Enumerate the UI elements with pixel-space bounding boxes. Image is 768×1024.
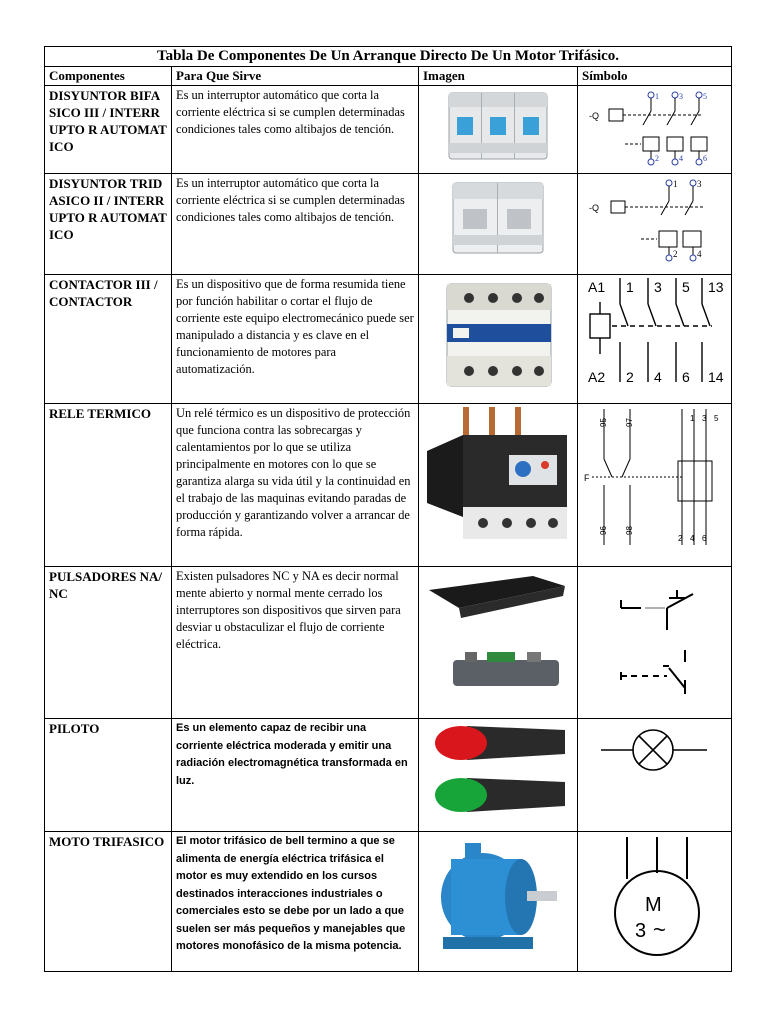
svg-text:4: 4 bbox=[678, 154, 683, 163]
svg-text:4: 4 bbox=[654, 369, 662, 385]
table-row bbox=[45, 404, 732, 567]
component-name: RELE TERMICO bbox=[45, 404, 172, 567]
header-components: Componentes bbox=[45, 67, 172, 86]
svg-text:14: 14 bbox=[708, 369, 724, 385]
svg-text:2: 2 bbox=[678, 534, 683, 543]
table-row bbox=[45, 719, 732, 832]
table-row bbox=[45, 86, 732, 174]
component-name: PULSADORES NA/NC bbox=[45, 567, 172, 719]
component-description: Existen pulsadores NC y NA es decir normal mente abierto y normal mente cerrado los interruptores son dispositivos que sirven para desviar u obstaculizar el flujo de corriente eléctrica. bbox=[172, 567, 419, 719]
svg-text:3: 3 bbox=[696, 179, 701, 189]
table-row bbox=[45, 832, 732, 972]
svg-text:3: 3 bbox=[634, 920, 646, 942]
component-name: DISYUNTOR TRIDASICO II / INTERRUPTO R AUTOMATICO bbox=[45, 174, 172, 275]
component-name: DISYUNTOR BIFASICO III / INTERRUPTO R AUTOMATICO bbox=[45, 86, 172, 174]
svg-text:1: 1 bbox=[654, 92, 659, 101]
pilot-lights-photo bbox=[419, 719, 578, 832]
svg-text:6: 6 bbox=[702, 534, 707, 543]
svg-text:3: 3 bbox=[678, 92, 683, 101]
svg-text:3: 3 bbox=[702, 414, 707, 423]
svg-text:2: 2 bbox=[672, 249, 677, 259]
table-row bbox=[45, 567, 732, 719]
table-title: Tabla De Componentes De Un Arranque Directo De Un Motor Trifásico. bbox=[45, 47, 732, 67]
component-description: Es un dispositivo que de forma resumida tiene por función habilitar o cortar el flujo de corriente este equipo electromecánico puede ser manipulado a distancia y es clave en el funcionamiento de motores para automatización. bbox=[172, 275, 419, 404]
svg-text:13: 13 bbox=[708, 279, 724, 295]
header-symbol: Símbolo bbox=[578, 67, 732, 86]
pushbutton-blocks-photo bbox=[419, 567, 578, 719]
breaker-two-pole-photo bbox=[419, 174, 578, 275]
component-description: Un relé térmico es un dispositivo de protección que funciona contra las sobrecargas y calentamientos por lo que se utiliza principalmente en motores con lo que se garantiza alarga su vida útil y la continuidad en el trabajo de las maquinas evitando paradas de producción y garantizando volver a arrancar de forma rápida. bbox=[172, 404, 419, 567]
svg-text:97: 97 bbox=[625, 418, 634, 427]
thermal-relay-photo bbox=[419, 404, 578, 567]
svg-text:6: 6 bbox=[682, 369, 690, 385]
header-row bbox=[45, 67, 732, 86]
pushbutton-nc-na-symbol bbox=[578, 567, 732, 719]
svg-text:4: 4 bbox=[696, 249, 701, 259]
svg-text:4: 4 bbox=[690, 534, 695, 543]
three-pole-breaker-symbol bbox=[578, 86, 732, 174]
svg-text:-Q: -Q bbox=[588, 111, 599, 121]
components-table bbox=[44, 46, 732, 972]
component-description: El motor trifásico de bell termino a que se alimenta de energía eléctrica trifásica el motor es muy extendido en los cursos destinados interacciones industriales o comerciales esto se debe por un lado a que suelen ser más pequeños y manejables que motores monofásico de la misma potencia. bbox=[172, 832, 419, 972]
svg-text:-Q: -Q bbox=[588, 203, 599, 213]
svg-text:3: 3 bbox=[654, 279, 662, 295]
table-row bbox=[45, 275, 732, 404]
motor-symbol bbox=[578, 832, 732, 972]
table-row bbox=[45, 174, 732, 275]
component-description: Es un interruptor automático que corta la corriente eléctrica si se cumplen determinadas condiciones tales como altibajos de tención. bbox=[172, 86, 419, 174]
header-image: Imagen bbox=[419, 67, 578, 86]
svg-text:95: 95 bbox=[599, 418, 608, 427]
svg-text:M: M bbox=[644, 894, 662, 916]
breaker-three-pole-photo bbox=[419, 86, 578, 174]
svg-text:1: 1 bbox=[690, 414, 695, 423]
contactor-photo bbox=[419, 275, 578, 404]
component-description: Es un interruptor automático que corta la corriente eléctrica si se cumplen determinadas condiciones tales como altibajos de tención. bbox=[172, 174, 419, 275]
svg-text:2: 2 bbox=[654, 154, 659, 163]
three-phase-motor-photo bbox=[419, 832, 578, 972]
contactor-symbol bbox=[578, 275, 732, 404]
svg-text:F: F bbox=[584, 473, 590, 483]
svg-text:A1: A1 bbox=[588, 279, 606, 295]
component-name: CONTACTOR III / CONTACTOR bbox=[45, 275, 172, 404]
svg-text:96: 96 bbox=[599, 526, 608, 535]
svg-text:98: 98 bbox=[625, 526, 634, 535]
svg-text:A2: A2 bbox=[588, 369, 606, 385]
svg-text:5: 5 bbox=[682, 279, 690, 295]
two-pole-breaker-symbol bbox=[578, 174, 732, 275]
svg-text:5: 5 bbox=[702, 92, 707, 101]
component-name: MOTO TRIFASICO bbox=[45, 832, 172, 972]
svg-text:~: ~ bbox=[652, 917, 666, 942]
svg-text:1: 1 bbox=[672, 179, 677, 189]
svg-text:2: 2 bbox=[626, 369, 634, 385]
component-name: PILOTO bbox=[45, 719, 172, 832]
header-purpose: Para Que Sirve bbox=[172, 67, 419, 86]
svg-text:1: 1 bbox=[626, 279, 634, 295]
svg-text:5: 5 bbox=[714, 414, 719, 423]
thermal-relay-symbol bbox=[578, 404, 732, 567]
lamp-symbol bbox=[578, 719, 732, 832]
svg-text:6: 6 bbox=[702, 154, 707, 163]
component-description: Es un elemento capaz de recibir una corriente eléctrica moderada y emitir una radiación electromagnética transformada en luz. bbox=[172, 719, 419, 832]
